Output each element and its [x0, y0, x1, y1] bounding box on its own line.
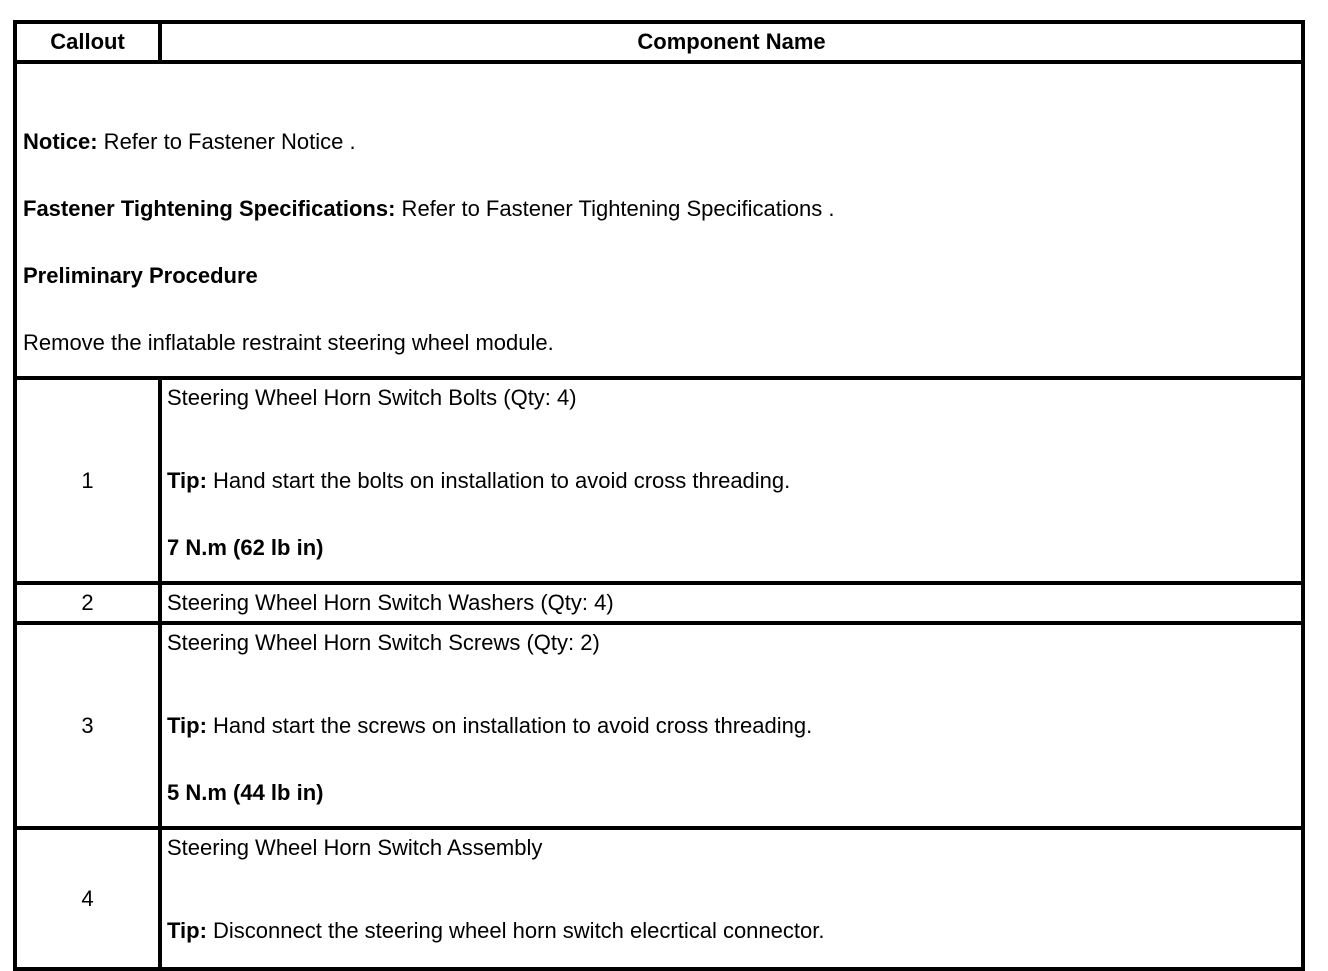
preliminary-label: Preliminary Procedure	[23, 263, 258, 288]
torque-spec	[167, 514, 1296, 581]
tip-label: Tip:	[167, 468, 207, 493]
torque-spec	[167, 759, 1296, 826]
callout-number: 3	[15, 623, 160, 828]
preliminary-text: Remove the inflatable restraint steering wheel module.	[23, 330, 554, 355]
callout-header: Callout	[15, 22, 160, 62]
callout-number: 4	[15, 828, 160, 969]
component-name-header: Component Name	[160, 22, 1303, 62]
tip-line	[167, 897, 1296, 964]
tip-text: Hand start the screws on installation to avoid cross threading.	[206, 713, 813, 738]
torque-value: 7 N.m (62 lb in)	[167, 535, 324, 560]
component-name: Steering Wheel Horn Switch Screws (Qty: 2)	[167, 630, 600, 655]
notice-line	[23, 108, 1295, 175]
tip-line	[167, 692, 1296, 759]
tip-line	[167, 447, 1296, 514]
intro-row	[15, 62, 1303, 378]
fastener-text: Refer to Fastener Tightening Specifications .	[395, 196, 835, 221]
tip-text: Hand start the bolts on installation to avoid cross threading.	[206, 468, 791, 493]
component-cell	[160, 828, 1303, 969]
table-row	[15, 378, 1303, 583]
component-name: Steering Wheel Horn Switch Washers (Qty: 4)	[167, 590, 614, 615]
tip-text: Disconnect the steering wheel horn switch elecrtical connector.	[206, 918, 825, 943]
fastener-label: Fastener Tightening Specifications:	[23, 196, 396, 221]
callout-number: 1	[15, 378, 160, 583]
callout-number: 2	[15, 583, 160, 623]
intro-cell	[15, 62, 1303, 378]
torque-value: 5 N.m (44 lb in)	[167, 780, 324, 805]
component-cell	[160, 378, 1303, 583]
table-row	[15, 583, 1303, 623]
preliminary-heading	[23, 242, 1295, 309]
component-name: Steering Wheel Horn Switch Bolts (Qty: 4)	[167, 385, 577, 410]
tip-label: Tip:	[167, 918, 207, 943]
tip-label: Tip:	[167, 713, 207, 738]
header-row	[15, 22, 1303, 62]
component-name: Steering Wheel Horn Switch Assembly	[167, 835, 543, 860]
component-table	[13, 20, 1305, 971]
fastener-line	[23, 175, 1295, 242]
table-row	[15, 623, 1303, 828]
notice-text: Refer to Fastener Notice .	[97, 129, 356, 154]
component-cell	[160, 623, 1303, 828]
table-row	[15, 828, 1303, 969]
component-cell	[160, 583, 1303, 623]
notice-label: Notice:	[23, 129, 98, 154]
